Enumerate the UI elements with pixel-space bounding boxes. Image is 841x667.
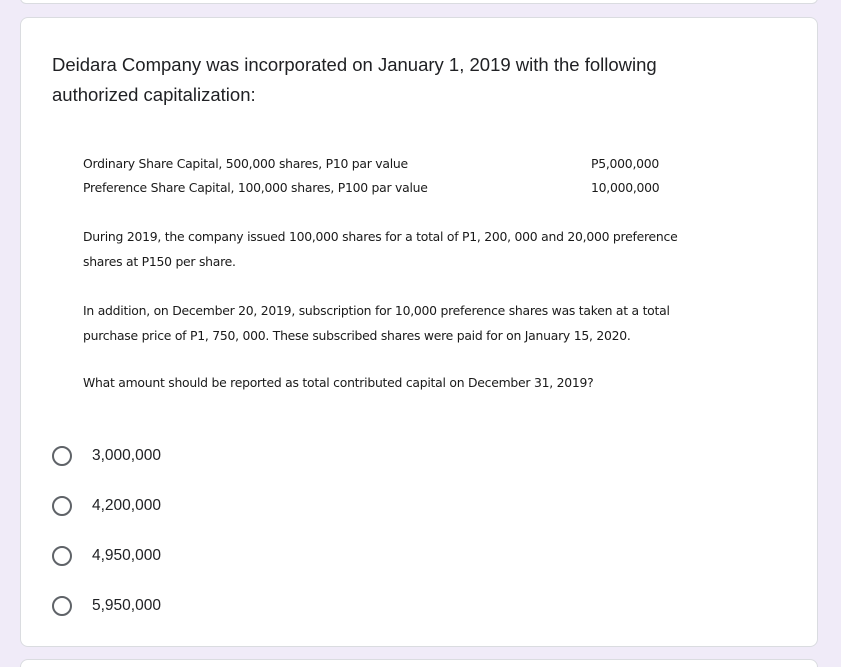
question-title [52, 50, 772, 110]
radio-button[interactable] [52, 546, 72, 566]
capitalization-amount: 10,000,000 [591, 180, 660, 195]
issuance-line-1: During 2019, the company issued 100,000 shares for a total of P1, 200, 000 and 20,000 preference [83, 229, 678, 244]
radio-button[interactable] [52, 496, 72, 516]
question-card [20, 17, 818, 647]
answer-options [50, 431, 450, 631]
radio-button[interactable] [52, 596, 72, 616]
question-title-line-1: Deidara Company was incorporated on January 1, 2019 with the following [52, 54, 657, 75]
next-question-card [20, 659, 818, 667]
issuance-paragraph [83, 224, 795, 274]
capitalization-row-ordinary [83, 152, 683, 176]
subscription-paragraph [83, 298, 795, 348]
previous-question-card [20, 0, 818, 4]
option-label: 4,950,000 [92, 547, 161, 564]
capitalization-label: Preference Share Capital, 100,000 shares, P100 par value [83, 180, 428, 195]
subscription-line-2: purchase price of P1, 750, 000. These subscribed shares were paid for on January 15, 2020. [83, 328, 631, 343]
question-title-line-2: authorized capitalization: [52, 84, 256, 105]
option-3000000[interactable] [50, 431, 450, 481]
question-prompt: What amount should be reported as total contributed capital on December 31, 2019? [83, 375, 594, 390]
capitalization-row-preference [83, 176, 683, 200]
issuance-line-2: shares at P150 per share. [83, 254, 236, 269]
option-4950000[interactable] [50, 531, 450, 581]
option-label: 3,000,000 [92, 447, 161, 464]
radio-button[interactable] [52, 446, 72, 466]
option-label: 4,200,000 [92, 497, 161, 514]
option-5950000[interactable] [50, 581, 450, 631]
capitalization-label: Ordinary Share Capital, 500,000 shares, P10 par value [83, 156, 408, 171]
subscription-line-1: In addition, on December 20, 2019, subscription for 10,000 preference shares was taken at a total [83, 303, 670, 318]
option-label: 5,950,000 [92, 597, 161, 614]
capitalization-amount: P5,000,000 [591, 156, 660, 171]
option-4200000[interactable] [50, 481, 450, 531]
